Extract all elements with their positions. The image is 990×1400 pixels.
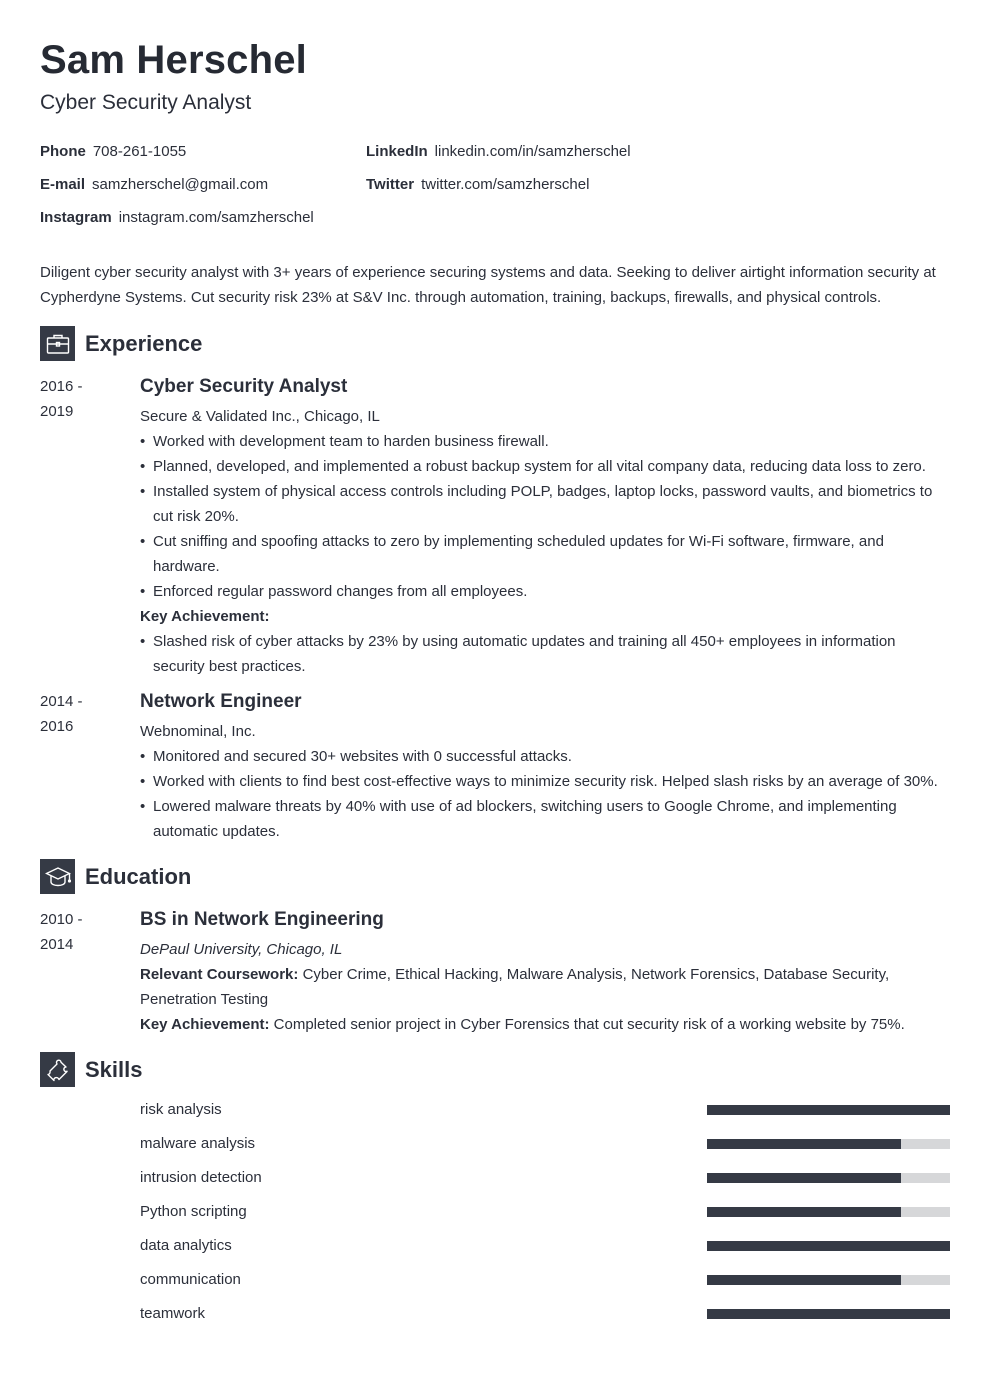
job-date-end: 2016 xyxy=(40,718,74,735)
job-date-start: 2014 - xyxy=(40,693,83,710)
list-item: • Cut sniffing and spoofing attacks to zero by implementing scheduled updates for Wi-Fi software, firmware, and hardware. xyxy=(140,529,950,579)
coursework-label: Relevant Coursework: xyxy=(140,966,299,983)
skill-level-bar xyxy=(707,1241,950,1251)
education-date-start: 2010 - xyxy=(40,911,83,928)
contact-email-label: E-mail xyxy=(40,176,86,193)
skill-name: malware analysis xyxy=(140,1135,256,1152)
contact-linkedin-label: LinkedIn xyxy=(366,143,428,160)
education-achievement xyxy=(140,1012,950,1037)
contact-instagram-value[interactable]: instagram.com/samzherschel xyxy=(118,209,314,226)
skill-level-bar xyxy=(707,1139,950,1149)
education-body xyxy=(140,907,950,1037)
list-item: • Slashed risk of cyber attacks by 23% by using automatic updates and training all 450+ employees in information security best practices. xyxy=(140,629,950,679)
candidate-name: Sam Herschel xyxy=(40,38,307,82)
skill-name: intrusion detection xyxy=(140,1169,262,1186)
skill-level-fill xyxy=(707,1275,901,1285)
list-item: • Planned, developed, and implemented a robust backup system for all vital company data, reducing data loss to zero. xyxy=(140,454,950,479)
job-company: Secure & Validated Inc., Chicago, IL xyxy=(140,408,380,425)
skill-row xyxy=(140,1304,950,1324)
education-heading: Education xyxy=(85,863,192,889)
job-company: Webnominal, Inc. xyxy=(140,723,256,740)
skills-section-header xyxy=(40,1052,142,1087)
job-date-end: 2019 xyxy=(40,403,74,420)
skill-level-fill xyxy=(707,1241,950,1251)
key-achievement-label: Key Achievement: xyxy=(140,608,270,625)
education-achievement-label: Key Achievement: xyxy=(140,1016,270,1033)
puzzle-icon xyxy=(40,1052,75,1087)
job-bullets xyxy=(140,744,950,844)
job-bullets xyxy=(140,429,950,604)
job-body xyxy=(140,689,950,844)
contact-twitter-value[interactable]: twitter.com/samzherschel xyxy=(421,176,590,193)
job-role: Network Engineer xyxy=(140,691,302,712)
job-body xyxy=(140,374,950,679)
contact-instagram xyxy=(40,209,314,226)
skill-level-fill xyxy=(707,1139,901,1149)
skill-row xyxy=(140,1134,950,1154)
skill-name: risk analysis xyxy=(140,1101,222,1118)
skill-row xyxy=(140,1270,950,1290)
education-achievement-value: Completed senior project in Cyber Forensics that cut security risk of a working website by 75%. xyxy=(273,1016,905,1033)
job-date-start: 2016 - xyxy=(40,378,83,395)
coursework-value: Cyber Crime, Ethical Hacking, Malware Analysis, Network Forensics, Database Security, Penetration Testing xyxy=(140,966,890,1008)
skill-level-fill xyxy=(707,1207,901,1217)
job-role: Cyber Security Analyst xyxy=(140,376,348,397)
list-item: • Monitored and secured 30+ websites with 0 successful attacks. xyxy=(140,744,950,769)
contact-twitter-label: Twitter xyxy=(366,176,415,193)
skill-level-fill xyxy=(707,1105,950,1115)
education-date xyxy=(40,907,120,957)
contact-phone-label: Phone xyxy=(40,143,86,160)
skill-name: data analytics xyxy=(140,1237,232,1254)
skills-heading: Skills xyxy=(85,1056,143,1082)
contact-instagram-label: Instagram xyxy=(40,209,112,226)
contact-email xyxy=(40,176,268,193)
skill-level-bar xyxy=(707,1173,950,1183)
resume-page xyxy=(40,0,950,1400)
contact-linkedin-value[interactable]: linkedin.com/in/samzherschel xyxy=(434,143,631,160)
school-name: DePaul University, Chicago, IL xyxy=(140,941,343,958)
candidate-title: Cyber Security Analyst xyxy=(40,91,252,114)
list-item: • Lowered malware threats by 40% with use of ad blockers, switching users to Google Chrome, and implementing automatic updates. xyxy=(140,794,950,844)
list-item: • Worked with clients to find best cost-effective ways to minimize security risk. Helped slash risks by an average of 30%. xyxy=(140,769,950,794)
coursework xyxy=(140,962,950,1012)
job-date xyxy=(40,689,120,739)
skill-name: communication xyxy=(140,1271,241,1288)
graduation-cap-icon xyxy=(40,859,75,894)
key-achievement-bullets xyxy=(140,629,950,679)
list-item: • Installed system of physical access controls including POLP, badges, laptop locks, password vaults, and biometrics to cut risk 20%. xyxy=(140,479,950,529)
skill-level-bar xyxy=(707,1275,950,1285)
skill-row xyxy=(140,1168,950,1188)
experience-section-header xyxy=(40,326,202,361)
contact-linkedin xyxy=(366,143,631,160)
skill-level-bar xyxy=(707,1207,950,1217)
education-section-header xyxy=(40,859,191,894)
skill-level-bar xyxy=(707,1105,950,1115)
contact-phone xyxy=(40,143,186,160)
contact-email-value[interactable]: samzherschel@gmail.com xyxy=(92,176,269,193)
contact-twitter xyxy=(366,176,589,193)
education-date-end: 2014 xyxy=(40,936,74,953)
contact-phone-value[interactable]: 708-261-1055 xyxy=(92,143,187,160)
briefcase-icon xyxy=(40,326,75,361)
skill-name: teamwork xyxy=(140,1305,206,1322)
job-date xyxy=(40,374,120,424)
skill-row xyxy=(140,1100,950,1120)
list-item: • Enforced regular password changes from all employees. xyxy=(140,579,950,604)
experience-heading: Experience xyxy=(85,330,203,356)
skill-level-fill xyxy=(707,1173,901,1183)
skill-row xyxy=(140,1202,950,1222)
skill-row xyxy=(140,1236,950,1256)
skill-level-bar xyxy=(707,1309,950,1319)
summary-paragraph: Diligent cyber security analyst with 3+ years of experience securing systems and data. Seeking to deliver airtight information security at Cypherdyne Systems. Cut security risk 23% at S&V Inc. through automation, training, backups, firewalls, and physical controls. xyxy=(40,264,936,306)
skill-name: Python scripting xyxy=(140,1203,247,1220)
skill-level-fill xyxy=(707,1309,950,1319)
degree-title: BS in Network Engineering xyxy=(140,909,384,930)
list-item: • Worked with development team to harden business firewall. xyxy=(140,429,950,454)
